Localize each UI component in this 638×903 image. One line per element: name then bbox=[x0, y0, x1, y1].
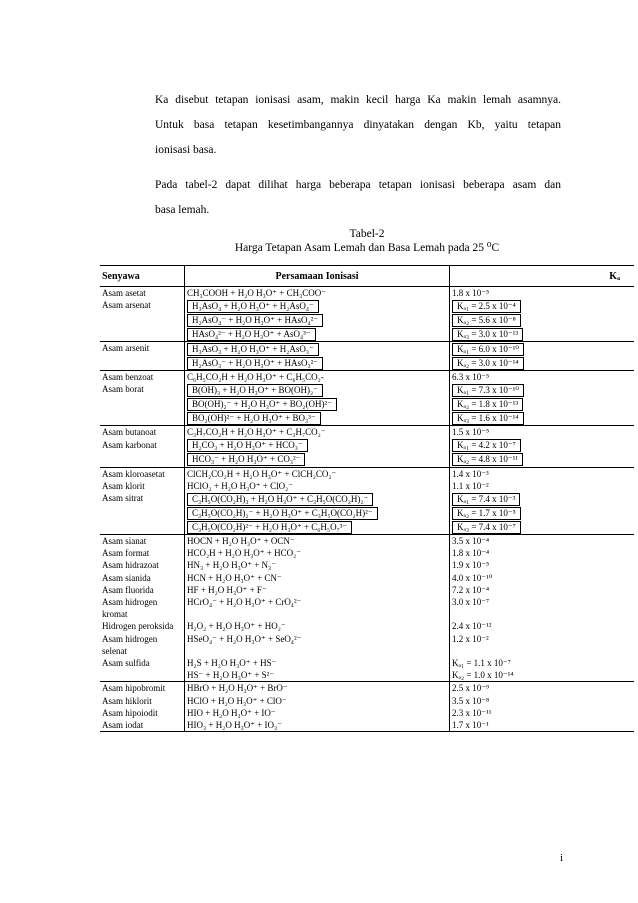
equation-box: BO(OH)₂⁻ + H₂O H₃O⁺ + BO₂(OH)²⁻ bbox=[187, 398, 337, 411]
ka-line bbox=[452, 383, 632, 397]
ka-value bbox=[450, 426, 635, 439]
ionization-equation bbox=[185, 584, 450, 596]
equation-line: CH₃COOH + H₂O H₃O⁺ + CH₃COO⁻ bbox=[187, 288, 326, 298]
table-row bbox=[100, 682, 634, 695]
ka-line: 1.8 x 10⁻⁵ bbox=[452, 288, 490, 298]
header-ka: Kₐ bbox=[450, 266, 635, 287]
ka-value bbox=[450, 439, 635, 468]
equation-line bbox=[187, 299, 447, 313]
ionization-equation bbox=[185, 371, 450, 384]
ka-line bbox=[452, 299, 632, 313]
ionization-equation bbox=[185, 287, 450, 300]
ka-line: Kₐ₂ = 1.0 x 10⁻¹⁴ bbox=[452, 670, 514, 681]
compound-name: Asam asetat bbox=[100, 287, 185, 300]
table-row bbox=[100, 426, 634, 439]
compound-name: Asam klorit bbox=[102, 480, 145, 491]
reference-line: Pada tabel-2 dapat dilihat harga beberapa tetapan ionisasi beberapa asam dan bbox=[155, 179, 561, 191]
ka-value bbox=[450, 620, 635, 632]
ka-line: 6.3 x 10⁻⁵ bbox=[452, 372, 490, 383]
compound-name: Asam hidrogen selenat bbox=[102, 633, 158, 656]
ka-value bbox=[450, 299, 635, 342]
compound-name: Asam butanoat bbox=[100, 426, 185, 439]
ka-value bbox=[450, 682, 635, 695]
ka-value bbox=[450, 707, 635, 719]
ionization-equation bbox=[185, 535, 450, 548]
equation-line: C₆H₅CO₂H + H₂O H₃O⁺ + C₆H₅CO₂- bbox=[187, 372, 324, 383]
ka-line: Kₐ₁ = 1.1 x 10⁻⁷ bbox=[452, 658, 511, 669]
ka-value bbox=[450, 480, 635, 492]
ka-line: 1.4 x 10⁻³ bbox=[452, 468, 489, 479]
ionization-equation bbox=[185, 657, 450, 682]
equation-line: HIO + H₂O H₃O⁺ + IO⁻ bbox=[187, 707, 276, 718]
compound-name: Asam hidrazoat bbox=[102, 560, 159, 571]
compound-name: Asam fluorida bbox=[102, 584, 154, 595]
table-row bbox=[100, 596, 634, 620]
ionization-equation bbox=[185, 547, 450, 559]
equation-line: H₂O₂ + H₂O H₃O⁺ + HO₂⁻ bbox=[187, 621, 286, 632]
equation-box: HCO₃⁻ + H₂O H₃O⁺ + CO₃²⁻ bbox=[187, 453, 305, 466]
ka-value bbox=[450, 535, 635, 548]
equation-line bbox=[187, 327, 447, 341]
compound-name: Asam sitrat bbox=[102, 493, 144, 504]
equation-line: HF + H₂O H₃O⁺ + F⁻ bbox=[187, 584, 267, 595]
compound-name: Asam borat bbox=[102, 384, 144, 395]
ka-line: 1.5 x 10⁻⁵ bbox=[452, 427, 490, 438]
ionization-equation bbox=[185, 707, 450, 719]
ka-line bbox=[452, 411, 632, 425]
compound-name: Asam hipoiodit bbox=[102, 707, 158, 718]
ionization-equation bbox=[185, 299, 450, 342]
table-row bbox=[100, 657, 634, 682]
ka-box: Kₐ₂ = 5.6 x 10⁻⁸ bbox=[452, 314, 521, 327]
table-row bbox=[100, 287, 634, 300]
ionization-equation bbox=[185, 682, 450, 695]
ka-line: 7.2 x 10⁻⁴ bbox=[452, 584, 490, 595]
ka-box: Kₐ₁ = 7.4 x 10⁻³ bbox=[452, 493, 520, 506]
equation-box: HAsO₄²⁻ + H₂O H₃O⁺ + AsO₄³⁻ bbox=[187, 328, 316, 341]
compound-name: Asam iodat bbox=[100, 719, 185, 732]
equation-line: HN₃ + H₂O H₃O⁺ + N₃⁻ bbox=[187, 560, 276, 571]
ionization-equation bbox=[185, 467, 450, 480]
ka-value bbox=[450, 383, 635, 426]
ka-line bbox=[452, 520, 632, 534]
ka-box: Kₐ₂ = 4.8 x 10⁻¹¹ bbox=[452, 453, 523, 466]
ka-line: 1.1 x 10⁻² bbox=[452, 480, 489, 491]
equation-line: HClO + H₂O H₃O⁺ + ClO⁻ bbox=[187, 695, 287, 706]
ionization-equation bbox=[185, 439, 450, 468]
equation-line bbox=[187, 506, 447, 520]
ka-box: Kₐ₁ = 6.0 x 10⁻¹⁰ bbox=[452, 343, 524, 356]
ka-line bbox=[452, 313, 632, 327]
ka-line bbox=[452, 356, 632, 370]
equation-box: C₃H₅O(CO₂H)₃ + H₂O H₃O⁺ + C₃H₅O(CO₂H)₂⁻ bbox=[187, 493, 373, 506]
ka-line bbox=[452, 453, 632, 467]
ionization-equation bbox=[185, 572, 450, 584]
intro-paragraph bbox=[155, 88, 561, 163]
compound-name: Asam hiklorit bbox=[102, 695, 152, 706]
ka-line bbox=[452, 327, 632, 341]
ka-box: Kₐ₁ = 7.3 x 10⁻¹⁰ bbox=[452, 384, 524, 397]
ka-value bbox=[450, 287, 635, 300]
header-compound: Senyawa bbox=[100, 266, 185, 287]
equation-box: H₂AsO₃⁻ + H₂O H₃O⁺ + HAsO₃²⁻ bbox=[187, 357, 323, 370]
table-body bbox=[100, 287, 634, 732]
compound-name: Asam benzoat bbox=[100, 371, 185, 384]
equation-line: HCrO₄⁻ + H₂O H₃O⁺ + CrO₄²⁻ bbox=[187, 597, 302, 608]
table-row bbox=[100, 383, 634, 426]
equation-line: HClO₂ + H₂O H₃O⁺ + ClO₂⁻ bbox=[187, 480, 293, 491]
table-row bbox=[100, 480, 634, 492]
equation-line bbox=[187, 411, 447, 425]
equation-box: H₃AsO₄ + H₂O H₃O⁺ + H₂AsO₄⁻ bbox=[187, 300, 319, 313]
equation-box: H₃AsO₃ + H₂O H₃O⁺ + H₂AsO₃⁻ bbox=[187, 343, 319, 356]
equation-line: HOCN + H₂O H₃O⁺ + OCN⁻ bbox=[187, 536, 295, 547]
equation-line: HSeO₄⁻ + H₂O H₃O⁺ + SeO₄²⁻ bbox=[187, 633, 302, 644]
compound-name: Hidrogen peroksida bbox=[102, 621, 174, 632]
ka-line bbox=[452, 492, 632, 506]
ka-box: Kₐ₃ = 3.0 x 10⁻¹³ bbox=[452, 328, 523, 341]
compound-name: Asam sulfida bbox=[102, 658, 150, 669]
ka-line: 3.5 x 10⁻⁴ bbox=[452, 536, 490, 547]
ionization-equation bbox=[185, 383, 450, 426]
ionization-equation bbox=[185, 633, 450, 657]
ka-value bbox=[450, 547, 635, 559]
ka-line: 3.0 x 10⁻⁷ bbox=[452, 597, 490, 608]
ka-line bbox=[452, 397, 632, 411]
ka-line: 2.4 x 10⁻¹² bbox=[452, 621, 492, 632]
equation-line: HCO₂H + H₂O H₃O⁺ + HCO₂⁻ bbox=[187, 548, 301, 559]
ionization-equation bbox=[185, 480, 450, 492]
ka-box: Kₐ₁ = 4.2 x 10⁻⁷ bbox=[452, 439, 521, 452]
ka-line bbox=[452, 439, 632, 453]
ka-value bbox=[450, 657, 635, 682]
ka-line: 2.3 x 10⁻¹¹ bbox=[452, 707, 492, 718]
compound-name: Asam hipobromit bbox=[100, 682, 185, 695]
ka-box: Kₐ₂ = 1.8 x 10⁻¹³ bbox=[452, 398, 523, 411]
intro-line: Untuk basa tetapan kesetimbangannya dinyatakan dengan Kb, yaitu tetapan bbox=[155, 119, 561, 131]
ka-value bbox=[450, 492, 635, 535]
ka-line: 1.2 x 10⁻² bbox=[452, 633, 489, 644]
intro-line: ionisasi basa. bbox=[155, 144, 217, 156]
equation-box: H₂CO₃ + H₂O H₃O⁺ + HCO₃⁻ bbox=[187, 439, 308, 452]
table-row bbox=[100, 439, 634, 468]
ka-value bbox=[450, 719, 635, 732]
ka-value bbox=[450, 467, 635, 480]
compound-name: Asam sianida bbox=[102, 572, 151, 583]
ionization-equation bbox=[185, 342, 450, 371]
table-row bbox=[100, 535, 634, 548]
equation-line: HCN + H₂O H₃O⁺ + CN⁻ bbox=[187, 572, 282, 583]
ka-box: Kₐ₂ = 1.7 x 10⁻⁵ bbox=[452, 507, 521, 520]
compound-name: Asam format bbox=[102, 548, 150, 559]
reference-line: basa lemah. bbox=[155, 204, 210, 216]
table-row bbox=[100, 547, 634, 559]
ka-value bbox=[450, 572, 635, 584]
ka-box: Kₐ₃ = 1.6 x 10⁻¹⁴ bbox=[452, 412, 524, 425]
ka-line: 1.7 x 10⁻¹ bbox=[452, 720, 489, 731]
ka-line: 1.9 x 10⁻⁵ bbox=[452, 560, 490, 571]
equation-line: ClCH₂CO₂H + H₂O H₃O⁺ + ClCH₂CO₂⁻ bbox=[187, 468, 337, 479]
ionization-equation bbox=[185, 719, 450, 732]
equation-line bbox=[187, 492, 447, 506]
equation-box: C₃H₅O(CO₂H)²⁻ + H₂O H₃O⁺ + C₆H₅O₇³⁻ bbox=[187, 521, 352, 534]
ionization-equation bbox=[185, 559, 450, 571]
ionization-equation bbox=[185, 596, 450, 620]
equation-line bbox=[187, 342, 447, 356]
ka-box: Kₐ₂ = 3.0 x 10⁻¹⁴ bbox=[452, 357, 524, 370]
intro-line: Ka disebut tetapan ionisasi asam, makin kecil harga Ka makin lemah asamnya. bbox=[155, 94, 561, 106]
ka-line: 4.0 x 10⁻¹⁰ bbox=[452, 572, 493, 583]
table-reference-paragraph bbox=[155, 173, 561, 223]
equation-line: H₂S + H₂O H₃O⁺ + HS⁻ bbox=[187, 658, 277, 669]
ka-line bbox=[452, 506, 632, 520]
ka-line bbox=[452, 342, 632, 356]
table-caption-title: Harga Tetapan Asam Lemah dan Basa Lemah pada 25 ⁰C bbox=[234, 242, 500, 254]
ka-value bbox=[450, 584, 635, 596]
table-row bbox=[100, 584, 634, 596]
table-row bbox=[100, 559, 634, 571]
equation-line: HS⁻ + H₂O H₃O⁺ + S²⁻ bbox=[187, 670, 275, 681]
equation-line bbox=[187, 383, 447, 397]
ka-value bbox=[450, 342, 635, 371]
compound-name: Asam arsenat bbox=[102, 300, 151, 311]
equation-line bbox=[187, 356, 447, 370]
table-row bbox=[100, 633, 634, 657]
ionization-equation bbox=[185, 426, 450, 439]
equation-line bbox=[187, 439, 447, 453]
ka-value bbox=[450, 633, 635, 657]
table-row bbox=[100, 371, 634, 384]
equation-line bbox=[187, 520, 447, 534]
compound-name: Asam sianat bbox=[100, 535, 185, 548]
equation-line: HIO₃ + H₂O H₃O⁺ + IO₃⁻ bbox=[187, 720, 282, 731]
ka-value bbox=[450, 596, 635, 620]
equation-line: C₃H₇CO₂H + H₂O H₃O⁺ + C₃H₇CO₂⁻ bbox=[187, 427, 326, 438]
ka-value bbox=[450, 559, 635, 571]
table-row bbox=[100, 492, 634, 535]
ka-value bbox=[450, 371, 635, 384]
table-row bbox=[100, 467, 634, 480]
table-row bbox=[100, 707, 634, 719]
equation-box: H₂AsO₄⁻ + H₂O H₃O⁺ + HAsO₄²⁻ bbox=[187, 314, 323, 327]
ka-line: 2.5 x 10⁻⁹ bbox=[452, 683, 490, 694]
ka-line: 1.8 x 10⁻⁴ bbox=[452, 548, 490, 559]
compound-name: Asam hidrogen kromat bbox=[102, 597, 158, 620]
equation-line bbox=[187, 397, 447, 411]
ionization-constants-table bbox=[100, 265, 634, 732]
ionization-equation bbox=[185, 620, 450, 632]
equation-box: C₃H₅O(CO₂H)₂⁻ + H₂O H₃O⁺ + C₃H₅O(CO₂H)²⁻ bbox=[187, 507, 378, 520]
page-number: i bbox=[560, 852, 564, 864]
ionization-equation bbox=[185, 492, 450, 535]
equation-box: B(OH)₃ + H₂O H₃O⁺ + BO(OH)₂⁻ bbox=[187, 384, 323, 397]
table-row bbox=[100, 620, 634, 632]
ka-box: Kₐ₃ = 7.4 x 10⁻⁷ bbox=[452, 521, 521, 534]
table-row bbox=[100, 719, 634, 732]
header-equation: Persamaan Ionisasi bbox=[185, 266, 450, 287]
equation-line bbox=[187, 453, 447, 467]
table-row bbox=[100, 299, 634, 342]
equation-box: BO₂(OH)²⁻ + H₂O H₃O⁺ + BO₃³⁻ bbox=[187, 412, 321, 425]
ka-box: Kₐ₁ = 2.5 x 10⁻⁴ bbox=[452, 300, 521, 313]
compound-name: Asam karbonat bbox=[102, 439, 157, 450]
table-row bbox=[100, 342, 634, 371]
table-caption-label: Tabel-2 bbox=[349, 228, 385, 240]
equation-line bbox=[187, 313, 447, 327]
equation-line: HBrO + H₂O H₃O⁺ + BrO⁻ bbox=[187, 683, 288, 694]
ka-line: 3.5 x 10⁻⁸ bbox=[452, 695, 490, 706]
table-row bbox=[100, 572, 634, 584]
ka-value bbox=[450, 695, 635, 707]
compound-name: Asam arsenit bbox=[100, 342, 185, 371]
ionization-equation bbox=[185, 695, 450, 707]
table-header-row bbox=[100, 266, 634, 287]
table-row bbox=[100, 695, 634, 707]
compound-name: Asam kloroasetat bbox=[100, 467, 185, 480]
